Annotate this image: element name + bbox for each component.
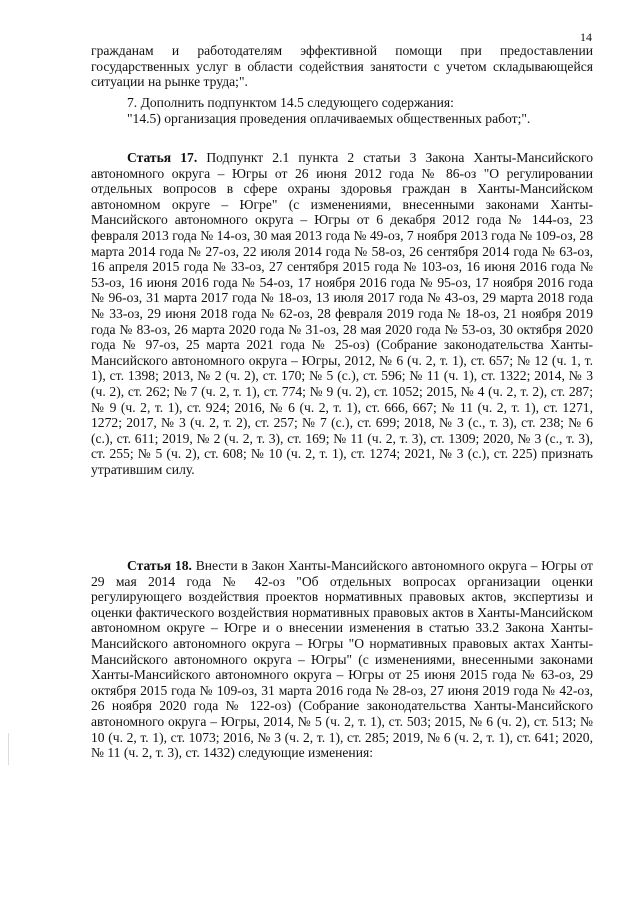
article-18-heading: Статья 18. bbox=[127, 558, 192, 573]
article-17 bbox=[91, 150, 593, 477]
article-17-heading: Статья 17. bbox=[127, 150, 198, 165]
article-18-text: Внести в Закон Ханты-Мансийского автономного округа – Югры от 29 мая 2014 года № 42-оз "Об отдельных вопросах организации оценки регулирующего воздействия проектов нормативных правовых актов, экспертизы и оценки фактического воздействия нормативных правовых актов в Ханты-Мансийском автономном округе – Югре и о внесении изменения в статью 33.2 Закона Ханты-Мансийского автономного округа – Югры "О нормативных правовых актах Ханты-Мансийского автономного округа – Югры" (с изменениями, внесенными законами Ханты-Мансийского автономного округа – Югры от 25 июня 2015 года № 63-оз, 29 октября 2015 года № 109-оз, 31 марта 2016 года № 28-оз, 27 июня 2019 года № 42-оз, 26 ноября 2020 года № 122-оз) (Собрание законодательства Ханты-Мансийского автономного округа – Югры, 2014, № 5 (ч. 2, т. 1), ст. 503; 2015, № 6 (ч. 2), ст. 513; № 10 (ч. 2, т. 1), ст. 1073; 2016, № 3 (ч. 2, т. 1), ст. 285; 2019, № 6 (ч. 2, т. 1), ст. 641; 2020, № 11 (ч. 2, т. 3), ст. 1432) следующие изменения: bbox=[91, 558, 593, 761]
item-7-block bbox=[91, 95, 593, 126]
article-18-paragraph bbox=[91, 558, 593, 761]
item-7-line-1: 7. Дополнить подпунктом 14.5 следующего содержания: bbox=[127, 95, 454, 110]
continuation-paragraph bbox=[91, 43, 593, 90]
scan-edge-mark bbox=[8, 733, 9, 765]
article-17-paragraph bbox=[91, 150, 593, 477]
article-17-text: Подпункт 2.1 пункта 2 статьи 3 Закона Ханты-Мансийского автономного округа – Югры от 26 июня 2012 года № 86-оз "О регулировании отдельных вопросов в сфере охраны здоровья граждан в Ханты-Мансийском автономном округе – Югре" (с изменениями, внесенными законами Ханты-Мансийского автономного округа – Югры от 6 декабря 2012 года № 144-оз, 23 февраля 2013 года № 14-оз, 30 мая 2013 года № 49-оз, 7 ноября 2013 года № 109-оз, 28 марта 2014 года № 27-оз, 22 июля 2014 года № 58-оз, 26 сентября 2014 года № 63-оз, 16 апреля 2015 года № 33-оз, 27 сентября 2015 года № 103-оз, 16 июня 2016 года № 53-оз, 16 июня 2016 года № 54-оз, 17 ноября 2016 года № 95-оз, 17 ноября 2016 года № 96-оз, 31 марта 2017 года № 18-оз, 13 июля 2017 года № 43-оз, 29 марта 2018 года № 33-оз, 29 июня 2018 года № 62-оз, 28 февраля 2019 года № 18-оз, 21 ноября 2019 года № 83-оз, 26 марта 2020 года № 31-оз, 28 мая 2020 года № 53-оз, 30 октября 2020 года № 97-оз, 25 марта 2021 года № 25-оз) (Собрание законодательства Ханты-Мансийского автономного округа – Югры, 2012, № 6 (ч. 2, т. 1), ст. 657; № 12 (ч. 1, т. 1), ст. 1398; 2013, № 2 (ч. 2), ст. 170; № 5 (с.), ст. 596; № 11 (ч. 1), ст. 1322; 2014, № 3 (ч. 2), ст. 262; № 7 (ч. 2, т. 1), ст. 774; № 9 (ч. 2), ст. 1052; 2015, № 4 (ч. 2, т. 2), ст. 287; № 9 (ч. 2, т. 1), ст. 924; 2016, № 6 (ч. 2, т. 1), ст. 666, 667; № 11 (ч. 2, т. 1), ст. 1271, 1272; 2017, № 3 (ч. 2, т. 2), ст. 257; № 7 (с.), ст. 699; 2018, № 3 (с., т. 3), ст. 238; № 6 (с.), ст. 611; 2019, № 2 (ч. 2, т. 3), ст. 169; № 11 (ч. 2, т. 3), ст. 1309; 2020, № 3 (с., т. 3), ст. 255; № 5 (ч. 2), ст. 608; № 10 (ч. 2, т. 1), ст. 1274; 2021, № 3 (с.), ст. 225) признать утратившим силу. bbox=[91, 150, 593, 477]
page-number: 14 bbox=[580, 30, 592, 44]
item-7-line-2: "14.5) организация проведения оплачиваемых общественных работ;". bbox=[127, 110, 531, 126]
continuation-text: гражданам и работодателям эффективной помощи при предоставлении государственных услуг в области содействия занятости с учетом складывающейся ситуации на рынке труда;". bbox=[91, 43, 593, 90]
article-18 bbox=[91, 558, 593, 761]
